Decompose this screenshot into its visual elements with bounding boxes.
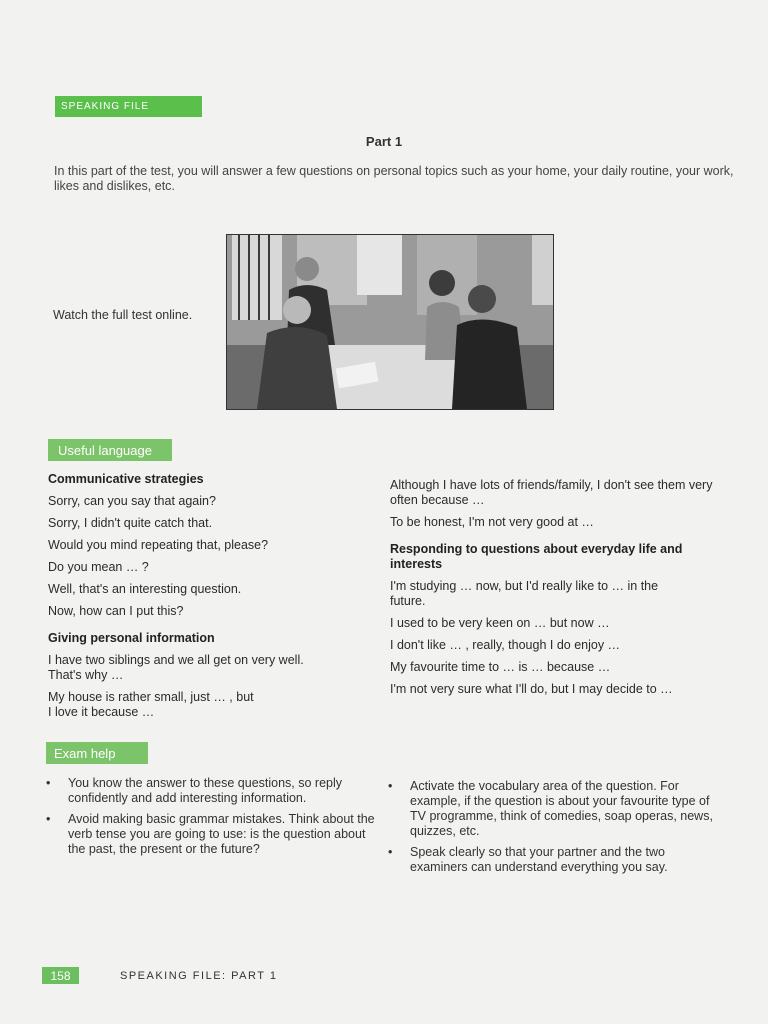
list-item: • Activate the vocabulary area of the question. For example, if the question is about your favourite type of TV programme, think of comedies, soap operas, news, quizzes, etc. xyxy=(388,779,713,838)
phrase: My favourite time to … is … because … xyxy=(390,660,611,674)
phrase: My house is rather small, just … , but I love it because … xyxy=(48,690,254,719)
phrase: Although I have lots of friends/family, I don't see them very often because … xyxy=(390,478,713,507)
phrase: Sorry, I didn't quite catch that. xyxy=(48,516,213,530)
exam-help-tag: Exam help xyxy=(46,742,148,764)
phrase: Well, that's an interesting question. xyxy=(48,582,242,596)
list-item: • Avoid making basic grammar mistakes. Think about the verb tense you are going to use: is the question about the past, the present or the future? xyxy=(46,812,375,856)
watch-online-text: Watch the full test online. xyxy=(53,308,193,322)
page-number: 158 xyxy=(42,967,79,984)
phrase: I'm studying … now, but I'd really like to … in the future. xyxy=(390,579,659,608)
list-item: • Speak clearly so that your partner and the two examiners can understand everything you say. xyxy=(388,845,668,874)
section-heading: Giving personal information xyxy=(48,631,215,645)
phrase: I'm not very sure what I'll do, but I may decide to … xyxy=(390,682,673,696)
phrase: I don't like … , really, though I do enjoy … xyxy=(390,638,621,652)
intro-text: In this part of the test, you will answer a few questions on personal topics such as your home, your daily routine, your work, likes and dislikes, etc. xyxy=(54,164,734,193)
useful-language-right-column xyxy=(390,478,730,697)
exam-photo-illustration xyxy=(227,235,553,409)
bullet-icon: • xyxy=(388,779,393,793)
phrase: Sorry, can you say that again? xyxy=(48,494,216,508)
exam-help-left-list xyxy=(46,776,376,863)
phrase: To be honest, I'm not very good at … xyxy=(390,515,594,529)
phrase: I have two siblings and we all get on very well. That's why … xyxy=(48,653,304,682)
part-title: Part 1 xyxy=(365,134,403,149)
useful-language-left-column xyxy=(48,472,348,720)
bullet-icon: • xyxy=(46,776,51,790)
list-item: • You know the answer to these questions, so reply confidently and add interesting information. xyxy=(46,776,343,805)
phrase: Do you mean … ? xyxy=(48,560,149,574)
exam-help-right-list xyxy=(388,779,723,881)
exam-photo xyxy=(226,234,554,410)
section-heading: Communicative strategies xyxy=(48,472,204,486)
useful-language-tag: Useful language xyxy=(48,439,172,461)
phrase: I used to be very keen on … but now … xyxy=(390,616,610,630)
phrase: Now, how can I put this? xyxy=(48,604,184,618)
speaking-file-tag: SPEAKING FILE xyxy=(55,96,202,117)
bullet-icon: • xyxy=(46,812,51,826)
bullet-icon: • xyxy=(388,845,393,859)
footer-title: SPEAKING FILE: PART 1 xyxy=(120,970,278,982)
section-heading: Responding to questions about everyday life and interests xyxy=(390,542,683,571)
phrase: Would you mind repeating that, please? xyxy=(48,538,269,552)
